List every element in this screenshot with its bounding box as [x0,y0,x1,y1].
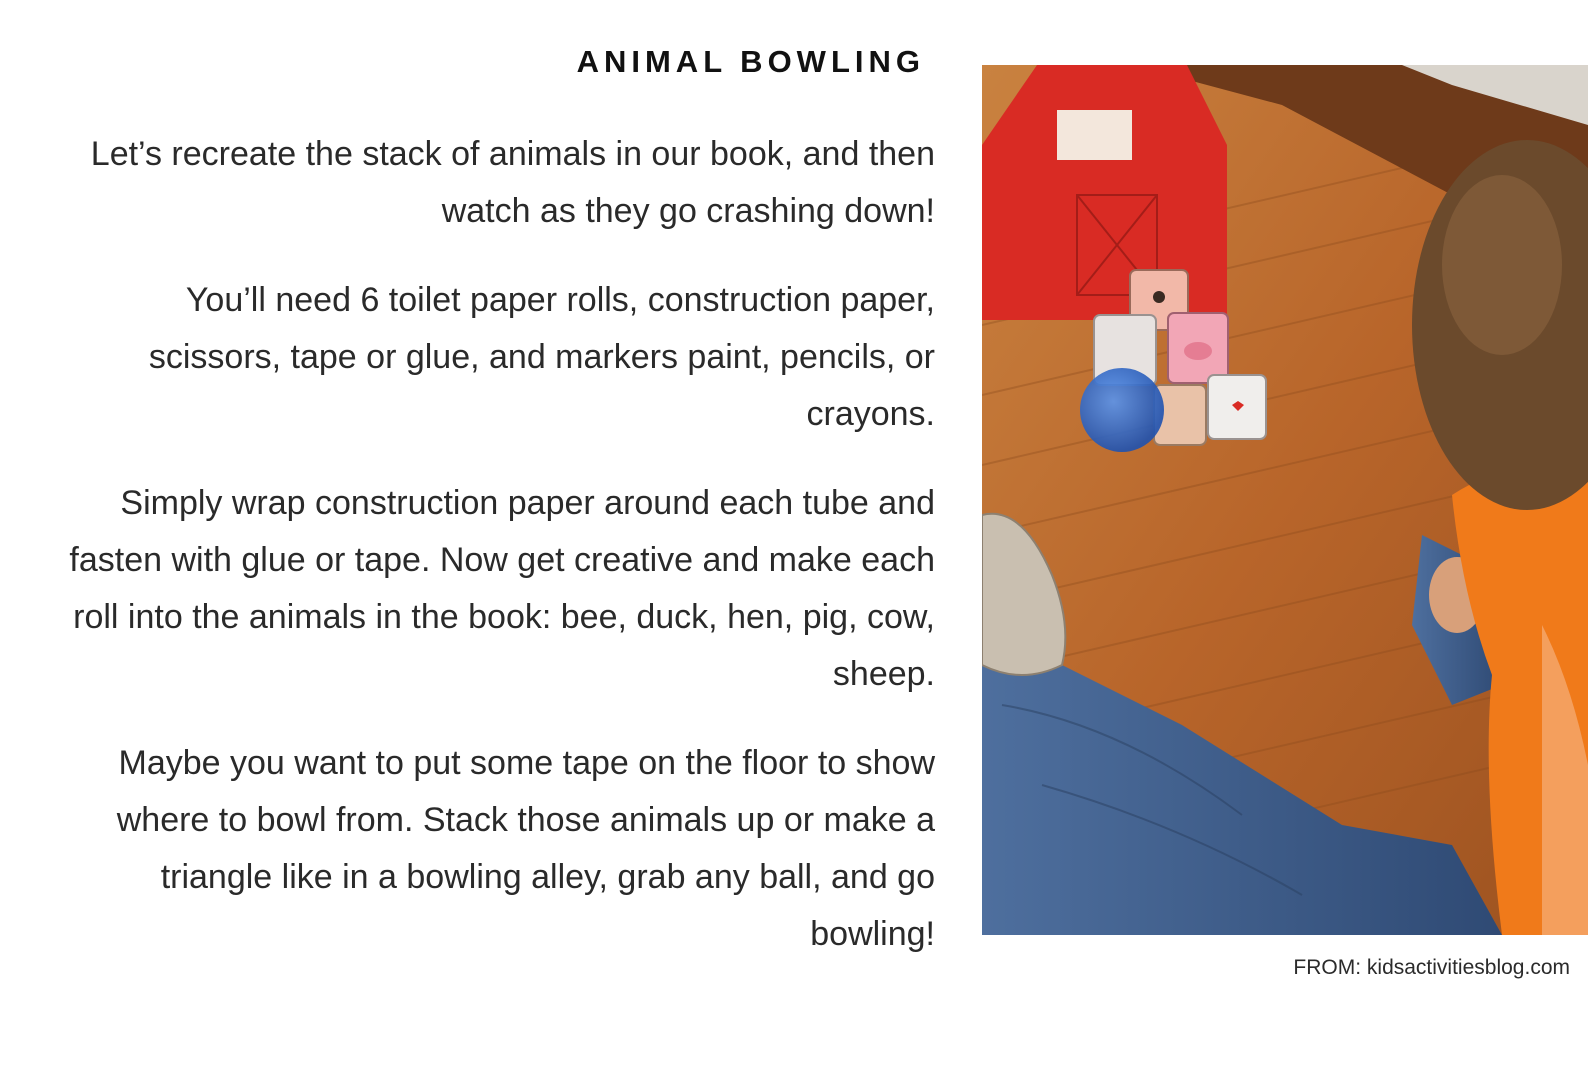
photo-credit: FROM: kidsactivitiesblog.com [1293,956,1570,979]
paragraph-bowling: Maybe you want to put some tape on the floor to show where to bowl from. Stack those animals up or make a triangle like in a bowling alley, grab any ball, and go bowling! [116,744,935,953]
paragraph-intro: Let’s recreate the stack of animals in our book, and then watch as they go crashing down! [90,135,935,230]
page-title: ANIMAL BOWLING [576,44,925,79]
paragraph-instructions: Simply wrap construction paper around each tube and fasten with glue or tape. Now get creative and make each roll into the animals in the book: bee, duck, hen, pig, cow, sheep. [69,484,935,693]
body-text [60,126,935,995]
activity-photo [982,65,1588,935]
paragraph-materials: You’ll need 6 toilet paper rolls, construction paper, scissors, tape or glue, and markers paint, pencils, or crayons. [148,281,935,433]
activity-photo-illustration [982,65,1588,935]
